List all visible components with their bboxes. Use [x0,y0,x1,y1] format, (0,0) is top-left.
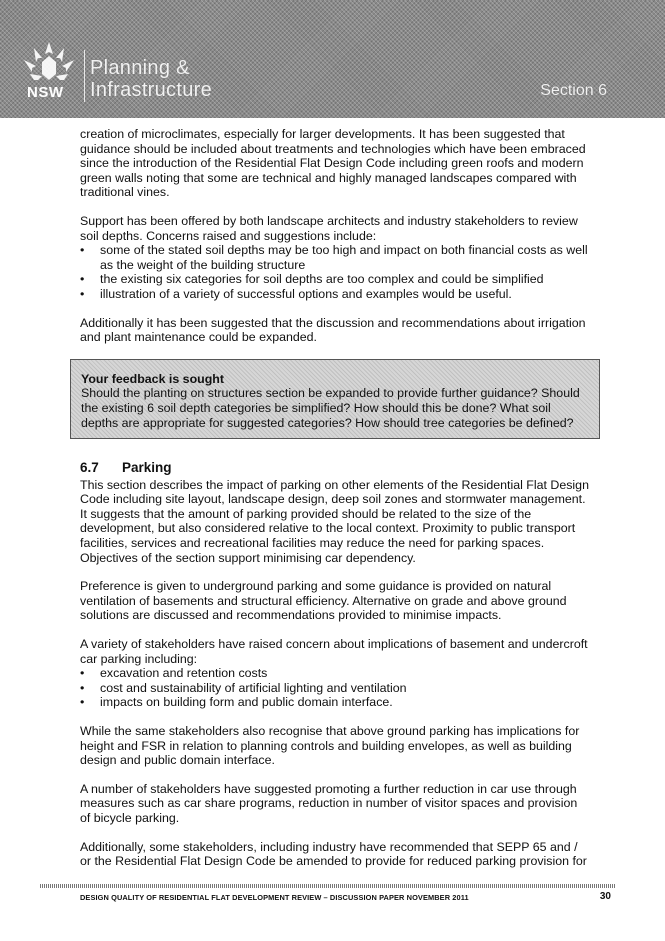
paragraph: Preference is given to underground parking and some guidance is provided on natural ventilation of basements and structural efficiency. Alternative on grade and above ground solutions are discussed and recommendations provided to minimise impacts. [80,579,567,623]
paragraph: Additionally, some stakeholders, including industry have recommended that SEPP 65 and / or the Residential Flat Design Code be amended to provide for reduced parking provision for [80,839,587,869]
paragraph: A variety of stakeholders have raised concern about implications of basement and undercroft car parking including: [80,637,588,666]
list-item: • some of the stated soil depths may be too high and impact on both financial costs as well as the weight of the building structure [80,243,590,272]
paragraph: creation of microclimates, especially for larger developments. It has been suggested that guidance should be included about treatments and technologies which have been embraced since the introduction of the Residential Flat Design Code including green roofs and modern green walls noting that some are technical and highly managed landscapes compared with traditional vines. [80,127,586,200]
bullet-list-soil [80,243,590,301]
paragraph: While the same stakeholders also recognise that above ground parking has implications for height and FSR in relation to planning controls and building envelopes, as well as building design and public domain interface. [80,724,580,768]
bullet-list-parking [80,666,590,710]
list-item: • excavation and retention costs [80,666,590,681]
paragraph: Additionally it has been suggested that the discussion and recommendations about irrigation and plant maintenance could be expanded. [80,315,586,345]
footer-divider [40,884,615,888]
feedback-text: Should the planting on structures section be expanded to provide further guidance? Should the existing 6 soil depth categories be simplified? How should this be done? What soil depths are appropriate for suggested categories? How should tree categories be defined? [81,386,580,430]
list-item: • the existing six categories for soil depths are too complex and could be simplified [80,272,590,287]
page-content [80,127,590,883]
paragraph: Support has been offered by both landscape architects and industry stakeholders to review soil depths. Concerns raised and suggestions include: [80,213,578,243]
logo-nsw-text: NSW [27,84,64,101]
list-item: • impacts on building form and public domain interface. [80,695,590,710]
list-item: • illustration of a variety of successful options and examples would be useful. [80,287,590,302]
brand-line-1: Planning & [90,57,190,79]
list-item: • cost and sustainability of artificial lighting and ventilation [80,681,590,696]
logo-divider [84,50,85,102]
paragraph: A number of stakeholders have suggested promoting a further reduction in car use through measures such as car share programs, reduction in number of visitor spaces and provision of bicycle parking. [80,781,578,825]
section-number: 6.7 [80,460,99,476]
page-header [0,0,665,118]
paragraph: This section describes the impact of parking on other elements of the Residential Flat Design Code including site layout, landscape design, deep soil zones and stormwater management. It suggests that the amount of parking provided should be related to the size of the development, but also considered relative to the local context. Proximity to public transport facilities, services and recreational facilities may reduce the need for parking spaces. Objectives of the section support minimising car dependency. [80,477,589,565]
brand-line-2: Infrastructure [90,79,213,101]
section-title: Parking [122,460,172,476]
feedback-title: Your feedback is sought [81,371,224,386]
page-number: 30 [599,891,611,902]
feedback-box [70,359,600,439]
section-label: Section 6 [540,82,607,99]
section-heading [80,461,590,476]
footer-title: DESIGN QUALITY OF RESIDENTIAL FLAT DEVELOPMENT REVIEW – DISCUSSION PAPER NOVEMBER 2011 [80,893,469,902]
